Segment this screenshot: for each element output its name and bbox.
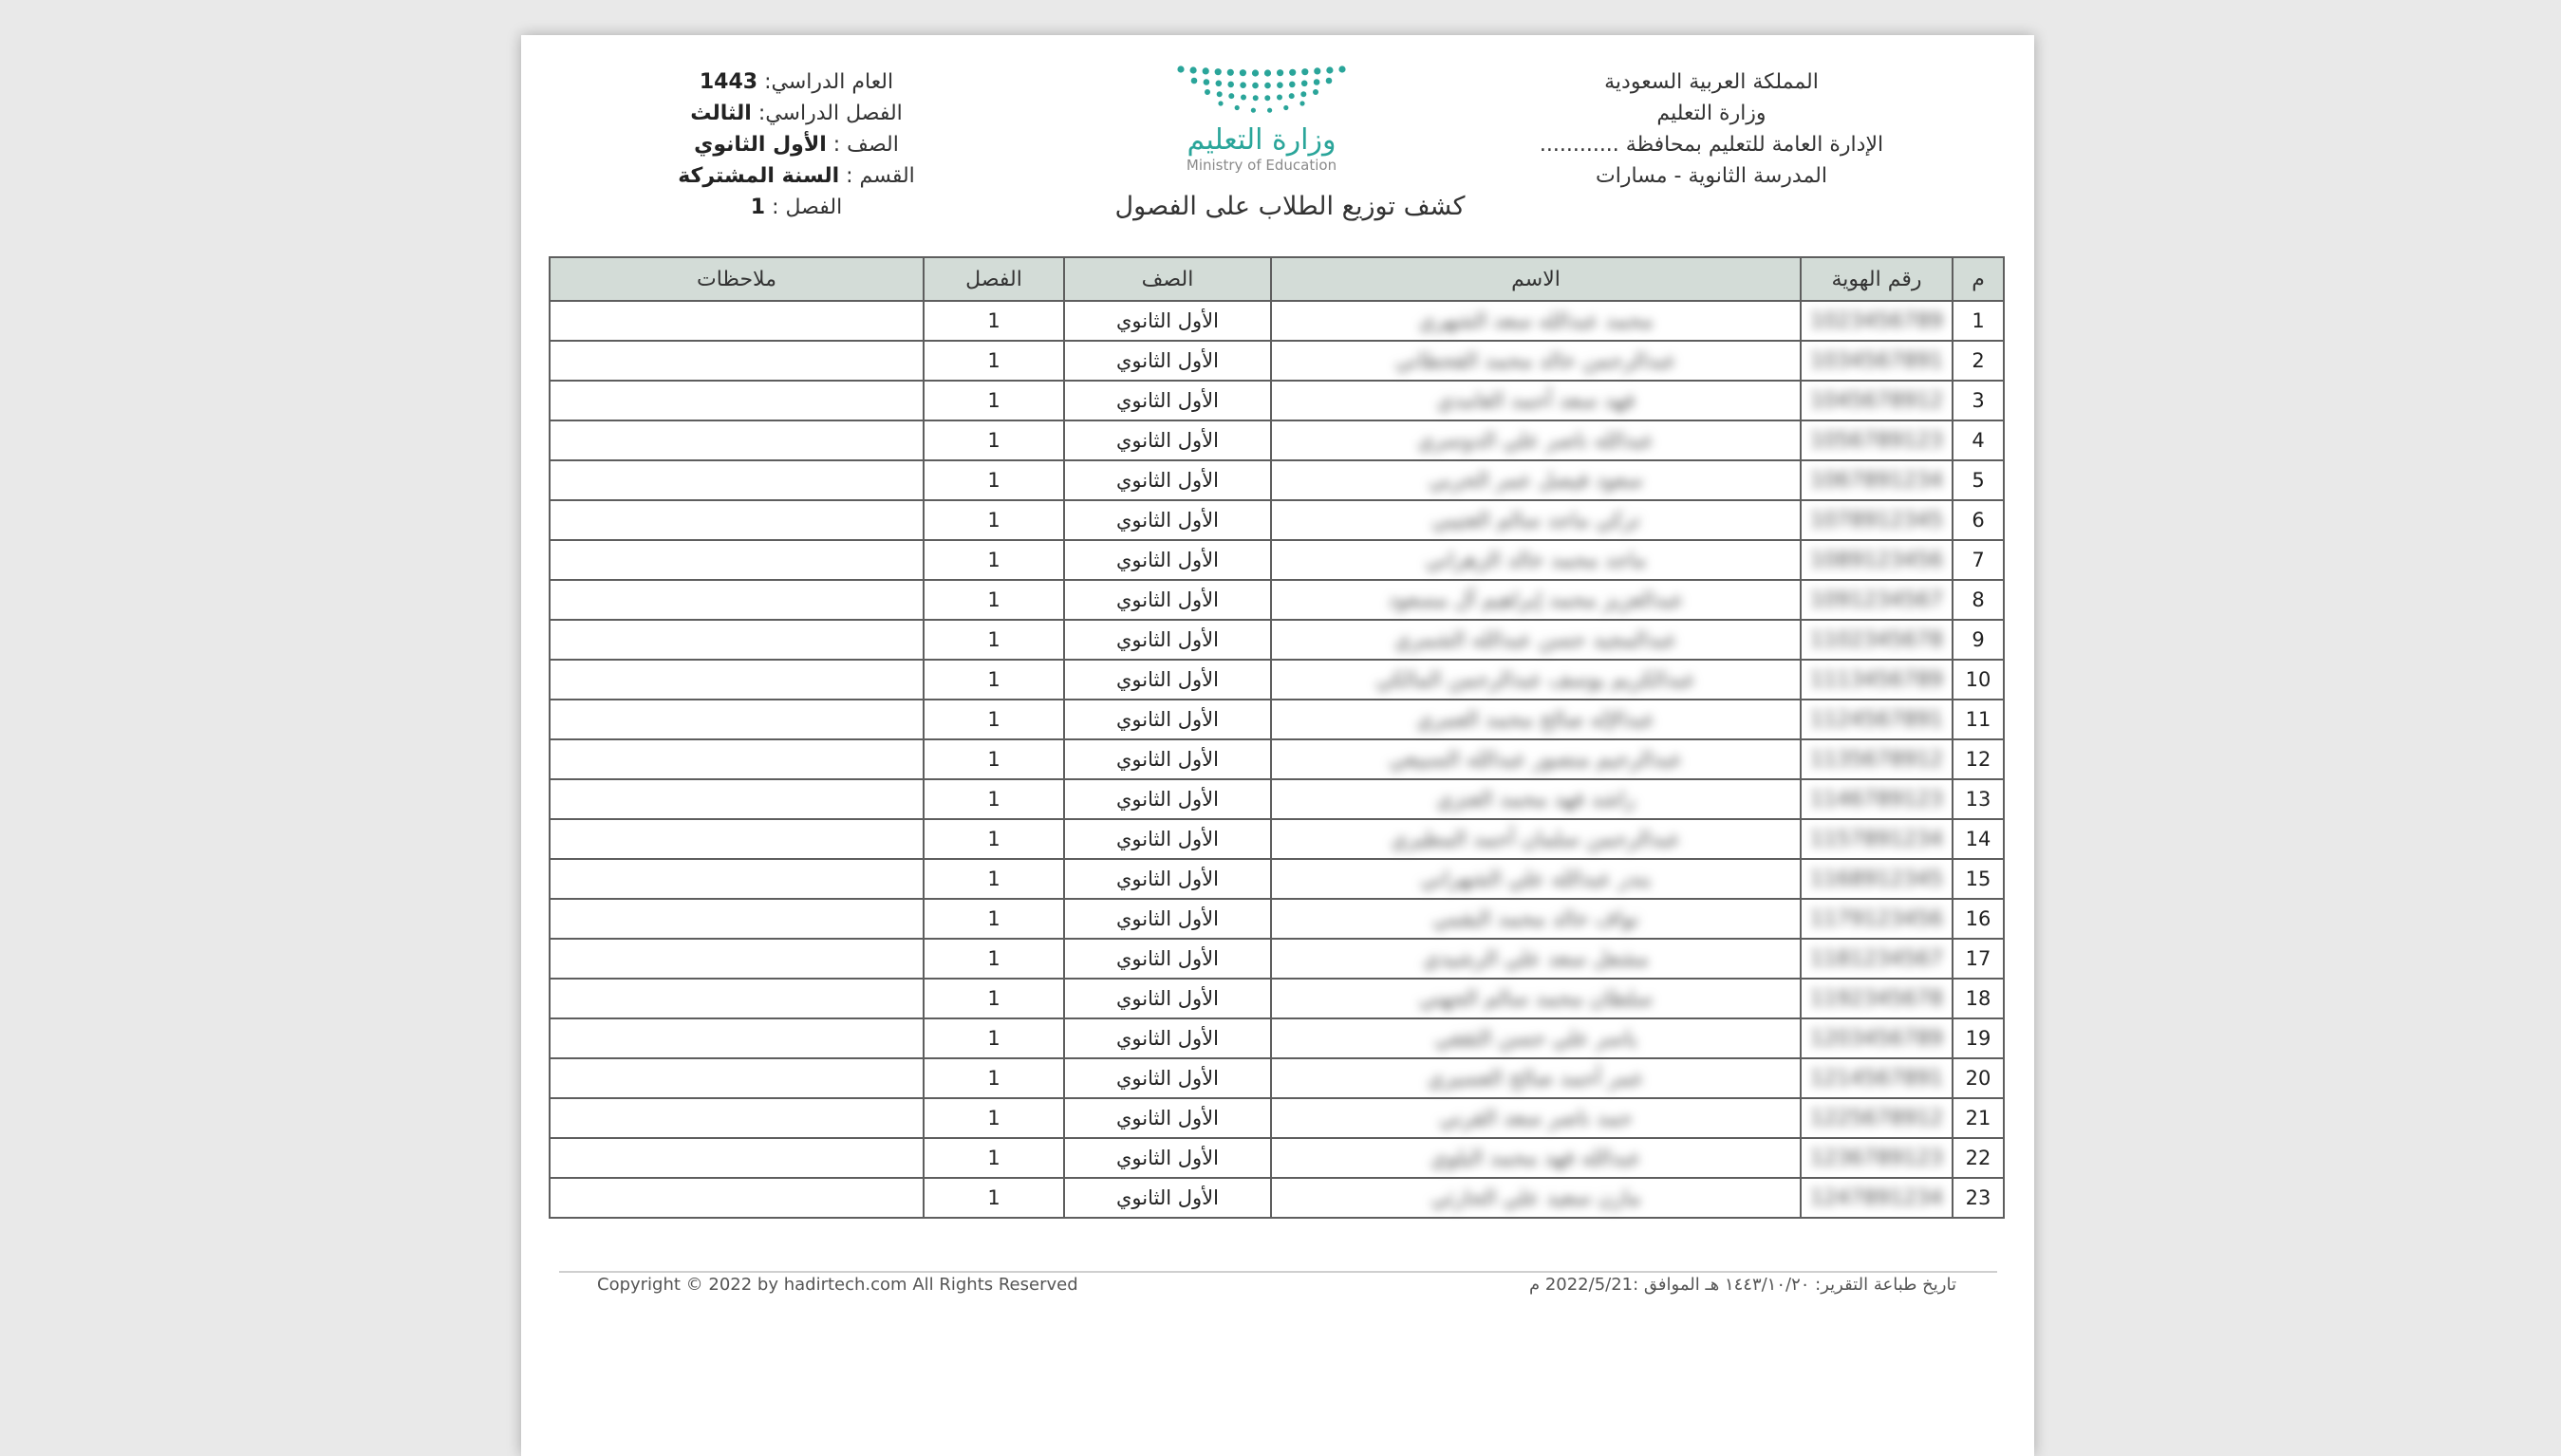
grade-value: الأول الثانوي xyxy=(694,133,827,157)
row-class: 1 xyxy=(924,460,1064,500)
row-name-value: بندر عبدالله علي الشهراني xyxy=(1420,867,1652,891)
row-grade: الأول الثانوي xyxy=(1064,1138,1271,1178)
row-number: 17 xyxy=(1953,939,2004,979)
row-number: 4 xyxy=(1953,420,2004,460)
row-name-value: عبدالله ناصر علي الدوسري xyxy=(1417,428,1654,453)
row-id xyxy=(1801,1058,1953,1098)
row-name-value: سعود فيصل عمر الحربي xyxy=(1429,468,1643,493)
row-id-value: 1078912345 xyxy=(1810,508,1943,532)
row-name-value: تركي ماجد سالم العتيبي xyxy=(1431,508,1640,532)
logo-dot xyxy=(1277,95,1282,101)
row-class: 1 xyxy=(924,700,1064,739)
row-name-value: راشد فهد محمد العنزي xyxy=(1436,787,1636,812)
row-number: 23 xyxy=(1953,1178,2004,1218)
row-id-value: 1091234567 xyxy=(1810,588,1943,612)
row-class: 1 xyxy=(924,540,1064,580)
class-info-header xyxy=(616,66,977,223)
row-name-value: عبدالمجيد حسن عبدالله الشمري xyxy=(1394,627,1677,652)
row-grade: الأول الثانوي xyxy=(1064,381,1271,420)
row-grade: الأول الثانوي xyxy=(1064,979,1271,1018)
row-notes xyxy=(550,739,924,779)
logo-dot xyxy=(1205,89,1210,95)
row-notes xyxy=(550,700,924,739)
section-label: القسم : xyxy=(846,164,915,188)
row-name-value: عبدالعزيز محمد إبراهيم آل مسعود xyxy=(1387,588,1685,612)
logo-dot xyxy=(1227,82,1234,88)
logo-dot xyxy=(1228,93,1234,99)
table-row xyxy=(550,859,2004,899)
logo-dots-icon xyxy=(1176,62,1347,121)
row-number: 6 xyxy=(1953,500,2004,540)
logo-dot xyxy=(1313,89,1318,95)
row-grade: الأول الثانوي xyxy=(1064,420,1271,460)
row-id-value: 1102345678 xyxy=(1810,627,1943,652)
table-row xyxy=(550,660,2004,700)
row-name xyxy=(1271,301,1801,341)
row-name xyxy=(1271,1058,1801,1098)
row-id-value: 1168912345 xyxy=(1810,867,1943,891)
copyright-text: Copyright © 2022 by hadirtech.com All Rights Reserved xyxy=(597,1275,1078,1295)
ministry-logo xyxy=(1138,62,1385,204)
row-number: 18 xyxy=(1953,979,2004,1018)
ministry-name: وزارة التعليم xyxy=(1656,102,1767,125)
table-row xyxy=(550,301,2004,341)
row-class: 1 xyxy=(924,739,1064,779)
row-grade: الأول الثانوي xyxy=(1064,500,1271,540)
row-id-value: 1023456789 xyxy=(1810,308,1943,333)
table-row xyxy=(550,381,2004,420)
table-row xyxy=(550,1178,2004,1218)
row-name xyxy=(1271,739,1801,779)
row-id xyxy=(1801,1098,1953,1138)
row-name-value: عبدالرحمن خالد محمد القحطاني xyxy=(1394,348,1677,373)
row-grade: الأول الثانوي xyxy=(1064,1178,1271,1218)
academic-term xyxy=(616,98,977,129)
logo-dot xyxy=(1264,95,1270,101)
row-grade: الأول الثانوي xyxy=(1064,301,1271,341)
row-id-value: 1157891234 xyxy=(1810,827,1943,851)
table-row xyxy=(550,500,2004,540)
row-name-value: نواف خالد محمد البقمي xyxy=(1432,906,1639,931)
row-class: 1 xyxy=(924,899,1064,939)
row-name xyxy=(1271,460,1801,500)
logo-dot xyxy=(1190,66,1197,73)
logo-dot xyxy=(1326,66,1333,73)
row-notes xyxy=(550,580,924,620)
row-grade: الأول الثانوي xyxy=(1064,620,1271,660)
row-notes xyxy=(550,301,924,341)
row-class: 1 xyxy=(924,1178,1064,1218)
table-row xyxy=(550,341,2004,381)
row-number: 20 xyxy=(1953,1058,2004,1098)
class-label: الفصل : xyxy=(772,196,843,219)
row-id xyxy=(1801,420,1953,460)
page-title: كشف توزيع الطلاب على الفصول xyxy=(1114,192,1466,221)
row-notes xyxy=(550,540,924,580)
row-id-value: 1236789123 xyxy=(1810,1146,1943,1170)
logo-dot xyxy=(1277,82,1283,88)
header-class: الفصل xyxy=(924,257,1064,301)
row-name xyxy=(1271,540,1801,580)
row-id xyxy=(1801,979,1953,1018)
row-id xyxy=(1801,739,1953,779)
logo-dot xyxy=(1338,65,1345,72)
logo-dot xyxy=(1217,91,1223,97)
class-value: 1 xyxy=(750,196,766,219)
logo-dot xyxy=(1216,81,1223,87)
logo-dot xyxy=(1301,68,1308,75)
logo-dot xyxy=(1253,95,1259,101)
row-id-value: 1225678912 xyxy=(1810,1106,1943,1130)
row-number: 21 xyxy=(1953,1098,2004,1138)
logo-dot xyxy=(1283,105,1288,110)
row-id-value: 1045678912 xyxy=(1810,388,1943,413)
row-grade: الأول الثانوي xyxy=(1064,819,1271,859)
row-grade: الأول الثانوي xyxy=(1064,580,1271,620)
row-id-value: 1146789123 xyxy=(1810,787,1943,812)
row-id-value: 1124567891 xyxy=(1810,707,1943,732)
logo-dot xyxy=(1264,69,1271,76)
row-class: 1 xyxy=(924,1138,1064,1178)
row-id xyxy=(1801,1138,1953,1178)
logo-arabic-text: وزارة التعليم xyxy=(1187,123,1337,157)
row-number: 5 xyxy=(1953,460,2004,500)
row-name xyxy=(1271,859,1801,899)
logo-dot xyxy=(1252,83,1259,89)
academic-year-value: 1443 xyxy=(699,70,758,94)
logo-dot xyxy=(1177,65,1184,72)
row-number: 1 xyxy=(1953,301,2004,341)
row-name xyxy=(1271,819,1801,859)
table-header-row xyxy=(550,257,2004,301)
row-name-value: عبدالرحمن سلمان أحمد المطيري xyxy=(1391,827,1681,851)
row-id xyxy=(1801,660,1953,700)
row-class: 1 xyxy=(924,580,1064,620)
table-row xyxy=(550,700,2004,739)
footer-divider xyxy=(559,1271,1997,1273)
row-id-value: 1113456789 xyxy=(1810,667,1943,692)
table-row xyxy=(550,939,2004,979)
logo-dot xyxy=(1191,78,1198,84)
row-name-value: سلطان محمد سالم الجهني xyxy=(1418,986,1654,1011)
row-name xyxy=(1271,500,1801,540)
row-name xyxy=(1271,779,1801,819)
row-notes xyxy=(550,420,924,460)
row-class: 1 xyxy=(924,939,1064,979)
logo-dot xyxy=(1277,69,1283,76)
row-name xyxy=(1271,420,1801,460)
directorate-name: الإدارة العامة للتعليم بمحافظة ............ xyxy=(1539,133,1884,157)
row-id-value: 1192345678 xyxy=(1810,986,1943,1011)
row-notes xyxy=(550,620,924,660)
section-info xyxy=(616,160,977,192)
row-name-value: فهد سعد أحمد الغامدي xyxy=(1436,388,1636,413)
row-name xyxy=(1271,580,1801,620)
row-notes xyxy=(550,979,924,1018)
row-name-value: ماجد محمد خالد الزهراني xyxy=(1425,548,1647,572)
header-name: الاسم xyxy=(1271,257,1801,301)
row-class: 1 xyxy=(924,859,1064,899)
logo-dot xyxy=(1267,108,1272,113)
table-row xyxy=(550,819,2004,859)
header-grade: الصف xyxy=(1064,257,1271,301)
row-number: 2 xyxy=(1953,341,2004,381)
table-row xyxy=(550,460,2004,500)
row-id-value: 1181234567 xyxy=(1810,946,1943,971)
row-class: 1 xyxy=(924,341,1064,381)
row-class: 1 xyxy=(924,779,1064,819)
row-notes xyxy=(550,1138,924,1178)
table-row xyxy=(550,1138,2004,1178)
row-class: 1 xyxy=(924,819,1064,859)
row-class: 1 xyxy=(924,301,1064,341)
row-id-value: 1247891234 xyxy=(1810,1185,1943,1210)
table-row xyxy=(550,540,2004,580)
logo-dot xyxy=(1203,67,1209,74)
row-name xyxy=(1271,1138,1801,1178)
row-notes xyxy=(550,500,924,540)
logo-dot xyxy=(1227,69,1234,76)
table-row xyxy=(550,899,2004,939)
row-number: 14 xyxy=(1953,819,2004,859)
row-name xyxy=(1271,620,1801,660)
row-id-value: 1203456789 xyxy=(1810,1026,1943,1051)
row-name-value: عبدالكريم يوسف عبدالرحمن المالكي xyxy=(1375,667,1696,692)
row-number: 12 xyxy=(1953,739,2004,779)
academic-term-label: الفصل الدراسي: xyxy=(757,102,903,125)
row-number: 8 xyxy=(1953,580,2004,620)
row-number: 19 xyxy=(1953,1018,2004,1058)
grade-info xyxy=(616,129,977,160)
row-notes xyxy=(550,819,924,859)
table-row xyxy=(550,779,2004,819)
table-row xyxy=(550,1058,2004,1098)
row-number: 9 xyxy=(1953,620,2004,660)
row-grade: الأول الثانوي xyxy=(1064,341,1271,381)
table-row xyxy=(550,620,2004,660)
row-number: 7 xyxy=(1953,540,2004,580)
row-name xyxy=(1271,660,1801,700)
logo-dot xyxy=(1326,78,1333,84)
table-row xyxy=(550,979,2004,1018)
table-row xyxy=(550,580,2004,620)
row-id-value: 1034567891 xyxy=(1810,348,1943,373)
logo-english-text: Ministry of Education xyxy=(1186,157,1337,174)
logo-dot xyxy=(1235,105,1240,110)
row-class: 1 xyxy=(924,1058,1064,1098)
row-name xyxy=(1271,1098,1801,1138)
row-id xyxy=(1801,1178,1953,1218)
header-number: م xyxy=(1953,257,2004,301)
logo-dot xyxy=(1240,69,1246,76)
row-notes xyxy=(550,859,924,899)
row-name-value: ياسر علي حسن الثقفي xyxy=(1434,1026,1637,1051)
row-id xyxy=(1801,819,1953,859)
section-value: السنة المشتركة xyxy=(678,164,840,188)
row-grade: الأول الثانوي xyxy=(1064,660,1271,700)
kingdom-name: المملكة العربية السعودية xyxy=(1604,70,1819,94)
row-id-value: 1179123456 xyxy=(1810,906,1943,931)
row-id-value: 1067891234 xyxy=(1810,468,1943,493)
row-notes xyxy=(550,381,924,420)
row-number: 22 xyxy=(1953,1138,2004,1178)
logo-dot xyxy=(1264,83,1271,89)
report-page xyxy=(521,35,2034,1456)
row-id-value: 1056789123 xyxy=(1810,428,1943,453)
header-notes: ملاحظات xyxy=(550,257,924,301)
logo-dot xyxy=(1251,108,1256,113)
row-id xyxy=(1801,899,1953,939)
row-name xyxy=(1271,979,1801,1018)
row-number: 15 xyxy=(1953,859,2004,899)
logo-dot xyxy=(1218,101,1223,105)
row-grade: الأول الثانوي xyxy=(1064,939,1271,979)
students-table xyxy=(549,256,2005,1219)
row-number: 13 xyxy=(1953,779,2004,819)
header-id: رقم الهوية xyxy=(1801,257,1953,301)
row-id xyxy=(1801,341,1953,381)
row-id xyxy=(1801,700,1953,739)
row-notes xyxy=(550,660,924,700)
row-number: 11 xyxy=(1953,700,2004,739)
row-class: 1 xyxy=(924,1098,1064,1138)
row-class: 1 xyxy=(924,660,1064,700)
row-grade: الأول الثانوي xyxy=(1064,859,1271,899)
logo-dot xyxy=(1314,79,1320,85)
row-grade: الأول الثانوي xyxy=(1064,1058,1271,1098)
row-id-value: 1214567891 xyxy=(1810,1066,1943,1091)
logo-dot xyxy=(1314,67,1320,74)
row-grade: الأول الثانوي xyxy=(1064,540,1271,580)
org-header xyxy=(1522,66,1901,192)
logo-dot xyxy=(1300,91,1306,97)
row-id xyxy=(1801,301,1953,341)
row-name xyxy=(1271,1178,1801,1218)
row-class: 1 xyxy=(924,620,1064,660)
academic-term-value: الثالث xyxy=(690,102,752,125)
table-row xyxy=(550,420,2004,460)
row-name xyxy=(1271,899,1801,939)
row-name-value: عبدالله فهد محمد البلوي xyxy=(1430,1146,1641,1170)
row-number: 10 xyxy=(1953,660,2004,700)
row-name-value: مشعل سعد علي الرشيدي xyxy=(1423,946,1649,971)
row-name-value: محمد عبدالله سعد الشهري xyxy=(1418,308,1654,333)
academic-year-label: العام الدراسي: xyxy=(764,70,894,94)
row-name xyxy=(1271,381,1801,420)
row-id xyxy=(1801,540,1953,580)
row-id xyxy=(1801,580,1953,620)
row-id xyxy=(1801,500,1953,540)
row-id xyxy=(1801,859,1953,899)
row-name xyxy=(1271,700,1801,739)
table-row xyxy=(550,1018,2004,1058)
class-info xyxy=(616,192,977,223)
row-id xyxy=(1801,381,1953,420)
row-grade: الأول الثانوي xyxy=(1064,779,1271,819)
row-name xyxy=(1271,939,1801,979)
row-name xyxy=(1271,1018,1801,1058)
row-grade: الأول الثانوي xyxy=(1064,1018,1271,1058)
row-class: 1 xyxy=(924,979,1064,1018)
row-id-value: 1135678912 xyxy=(1810,747,1943,772)
row-notes xyxy=(550,1178,924,1218)
row-name-value: عبدالرحيم منصور عبدالله السبيعي xyxy=(1389,747,1683,772)
row-class: 1 xyxy=(924,420,1064,460)
row-id xyxy=(1801,779,1953,819)
logo-dot xyxy=(1299,101,1304,105)
row-grade: الأول الثانوي xyxy=(1064,1098,1271,1138)
row-class: 1 xyxy=(924,500,1064,540)
table-row xyxy=(550,739,2004,779)
row-grade: الأول الثانوي xyxy=(1064,739,1271,779)
row-notes xyxy=(550,341,924,381)
row-id xyxy=(1801,460,1953,500)
row-name xyxy=(1271,341,1801,381)
row-number: 3 xyxy=(1953,381,2004,420)
logo-dot xyxy=(1215,68,1222,75)
row-id xyxy=(1801,620,1953,660)
row-grade: الأول الثانوي xyxy=(1064,460,1271,500)
row-name-value: مازن سعيد علي الحارثي xyxy=(1430,1185,1641,1210)
row-name-value: حمد ناصر سعد القرني xyxy=(1439,1106,1633,1130)
logo-dot xyxy=(1241,95,1246,101)
row-name-value: عمر أحمد صالح العسيري xyxy=(1427,1066,1645,1091)
row-grade: الأول الثانوي xyxy=(1064,899,1271,939)
row-number: 16 xyxy=(1953,899,2004,939)
print-date-text: تاريخ طباعة التقرير: ١٤٤٣/١٠/٢٠ هـ الموافق :2022/5/21 م xyxy=(1528,1275,1956,1295)
row-notes xyxy=(550,460,924,500)
logo-dot xyxy=(1289,82,1296,88)
logo-dot xyxy=(1204,79,1210,85)
row-id xyxy=(1801,939,1953,979)
academic-year xyxy=(616,66,977,98)
logo-dot xyxy=(1301,81,1308,87)
row-id-value: 1089123456 xyxy=(1810,548,1943,572)
row-notes xyxy=(550,779,924,819)
row-notes xyxy=(550,1098,924,1138)
logo-dot xyxy=(1240,82,1246,88)
logo-dot xyxy=(1252,69,1259,76)
row-notes xyxy=(550,899,924,939)
row-name-value: عبدالإله صالح محمد العمري xyxy=(1416,707,1655,732)
row-grade: الأول الثانوي xyxy=(1064,700,1271,739)
row-notes xyxy=(550,1018,924,1058)
grade-label: الصف : xyxy=(832,133,899,157)
logo-dot xyxy=(1289,93,1295,99)
school-name: المدرسة الثانوية - مسارات xyxy=(1596,164,1827,188)
row-class: 1 xyxy=(924,1018,1064,1058)
table-row xyxy=(550,1098,2004,1138)
logo-dot xyxy=(1289,69,1296,76)
row-notes xyxy=(550,939,924,979)
row-id xyxy=(1801,1018,1953,1058)
row-notes xyxy=(550,1058,924,1098)
row-class: 1 xyxy=(924,381,1064,420)
